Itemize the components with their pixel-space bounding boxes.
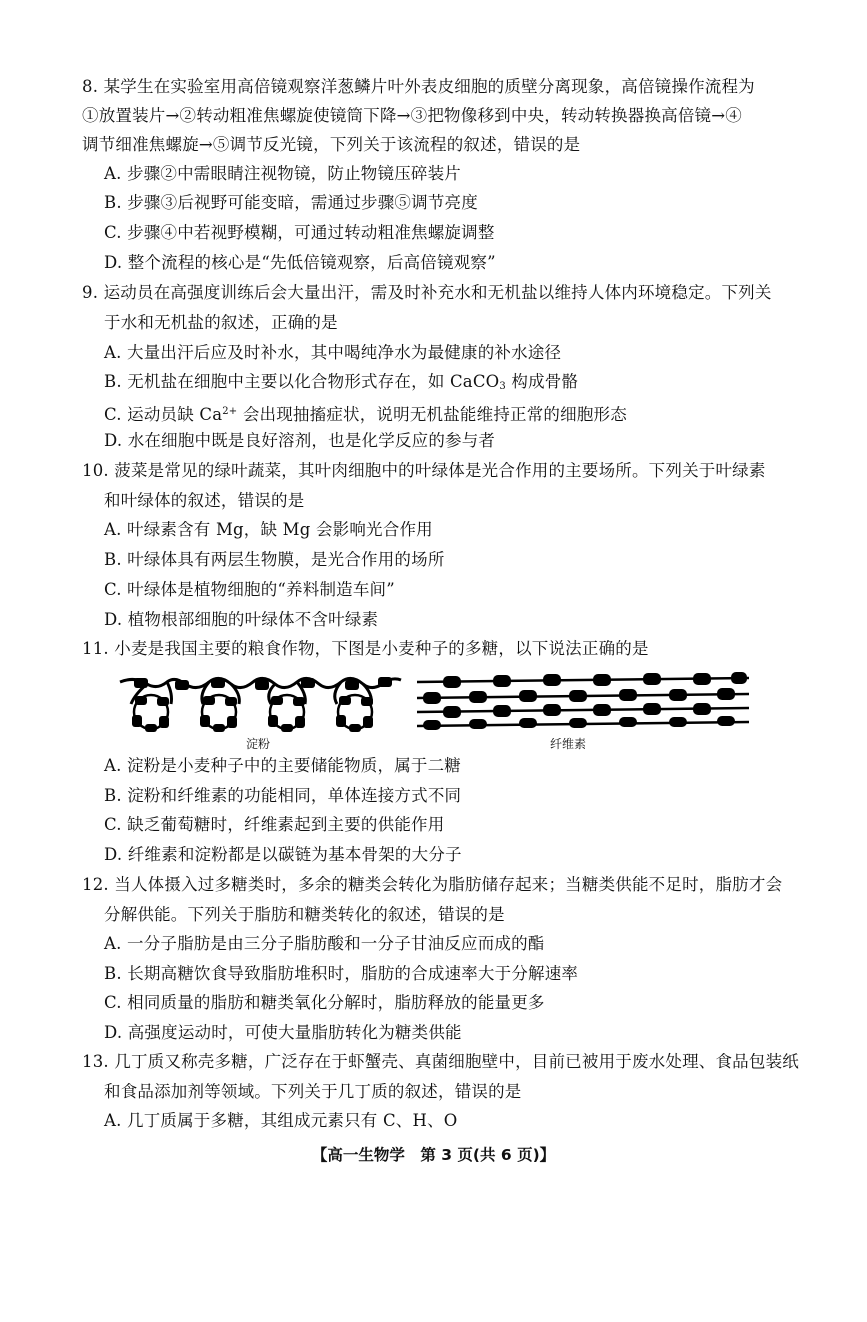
q12-option-b: B. 长期高糖饮食导致脂肪堆积时，脂肪的合成速率大于分解速率 — [104, 964, 579, 983]
q8-option-b: B. 步骤③后视野可能变暗，需通过步骤⑤调节亮度 — [104, 193, 478, 212]
q10-stem-line-1: 10. 菠菜是常见的绿叶蔬菜，其叶肉细胞中的叶绿体是光合作用的主要场所。下列关于叶绿素 — [82, 461, 766, 480]
q10-option-b: B. 叶绿体具有两层生物膜，是光合作用的场所 — [104, 550, 445, 569]
q10-option-a: A. 叶绿素含有 Mg，缺 Mg 会影响光合作用 — [104, 520, 433, 539]
cellulose-label: 纤维素 — [550, 737, 587, 751]
q12-stem-line-2: 分解供能。下列关于脂肪和糖类转化的叙述，错误的是 — [104, 905, 505, 924]
q9-option-b-text: B. 无机盐在细胞中主要以化合物形式存在，如 CaCO — [104, 372, 500, 391]
q9-stem-line-2: 于水和无机盐的叙述，正确的是 — [104, 313, 338, 332]
q11-option-c: C. 缺乏葡萄糖时，纤维素起到主要的供能作用 — [104, 815, 445, 834]
q12-option-d: D. 高强度运动时，可使大量脂肪转化为糖类供能 — [104, 1023, 462, 1042]
q9-option-d: D. 水在细胞中既是良好溶剂，也是化学反应的参与者 — [104, 431, 496, 450]
q8-option-c: C. 步骤④中若视野模糊，可通过转动粗准焦螺旋调整 — [104, 223, 495, 242]
q12-stem-line-1: 12. 当人体摄入过多糖类时，多余的糖类会转化为脂肪储存起来；当糖类供能不足时，脂肪才会 — [82, 875, 783, 894]
q8-stem-line-3: 调节细准焦螺旋→⑤调节反光镜，下列关于该流程的叙述，错误的是 — [82, 135, 581, 154]
q8-stem-line-1: 8. 某学生在实验室用高倍镜观察洋葱鳞片叶外表皮细胞的质壁分离现象，高倍镜操作流程为 — [82, 77, 755, 96]
q13-stem-line-2: 和食品添加剂等领域。下列关于几丁质的叙述，错误的是 — [104, 1082, 522, 1101]
q8-stem-line-2: ①放置装片→②转动粗准焦螺旋使镜筒下降→③把物像移到中央，转动转换器换高倍镜→④ — [82, 106, 742, 125]
q9-stem-line-1: 9. 运动员在高强度训练后会大量出汗，需及时补充水和无机盐以维持人体内环境稳定。下列关 — [82, 283, 772, 302]
q11-option-b: B. 淀粉和纤维素的功能相同，单体连接方式不同 — [104, 786, 462, 805]
q9-option-c-tail: 会出现抽搐症状，说明无机盐能维持正常的细胞形态 — [237, 405, 627, 424]
q11-stem-line-1: 11. 小麦是我国主要的粮食作物，下图是小麦种子的多糖，以下说法正确的是 — [82, 639, 649, 658]
cellulose-diagram — [413, 672, 753, 730]
q9-option-b — [104, 371, 578, 398]
page-footer: 【高一生物学 第 3 页(共 6 页)】 — [311, 1146, 556, 1164]
q9-option-c — [104, 401, 627, 426]
starch-diagram — [115, 672, 405, 734]
q11-option-d: D. 纤维素和淀粉都是以碳链为基本骨架的大分子 — [104, 845, 462, 864]
q9-option-c-superscript: 2+ — [222, 406, 238, 417]
q9-option-b-subscript: 3 — [499, 381, 506, 392]
q9-option-c-text: C. 运动员缺 Ca — [104, 405, 223, 424]
q8-option-d: D. 整个流程的核心是“先低倍镜观察，后高倍镜观察” — [104, 253, 496, 272]
q9-option-b-tail: 构成骨骼 — [505, 372, 579, 391]
q10-option-c: C. 叶绿体是植物细胞的“养料制造车间” — [104, 580, 395, 599]
q12-option-c: C. 相同质量的脂肪和糖类氧化分解时，脂肪释放的能量更多 — [104, 993, 545, 1012]
q11-option-a: A. 淀粉是小麦种子中的主要储能物质，属于二糖 — [104, 756, 462, 775]
q12-option-a: A. 一分子脂肪是由三分子脂肪酸和一分子甘油反应而成的酯 — [104, 934, 545, 953]
q8-option-a: A. 步骤②中需眼睛注视物镜，防止物镜压碎装片 — [104, 164, 462, 183]
q9-option-a: A. 大量出汗后应及时补水，其中喝纯净水为最健康的补水途径 — [104, 343, 562, 362]
q10-option-d: D. 植物根部细胞的叶绿体不含叶绿素 — [104, 610, 379, 629]
q13-option-a: A. 几丁质属于多糖，其组成元素只有 C、H、O — [104, 1111, 458, 1130]
q13-stem-line-1: 13. 几丁质又称壳多糖，广泛存在于虾蟹壳、真菌细胞壁中，目前已被用于废水处理、食品包装纸 — [82, 1052, 799, 1071]
starch-label: 淀粉 — [246, 737, 271, 751]
q10-stem-line-2: 和叶绿体的叙述，错误的是 — [104, 491, 305, 510]
